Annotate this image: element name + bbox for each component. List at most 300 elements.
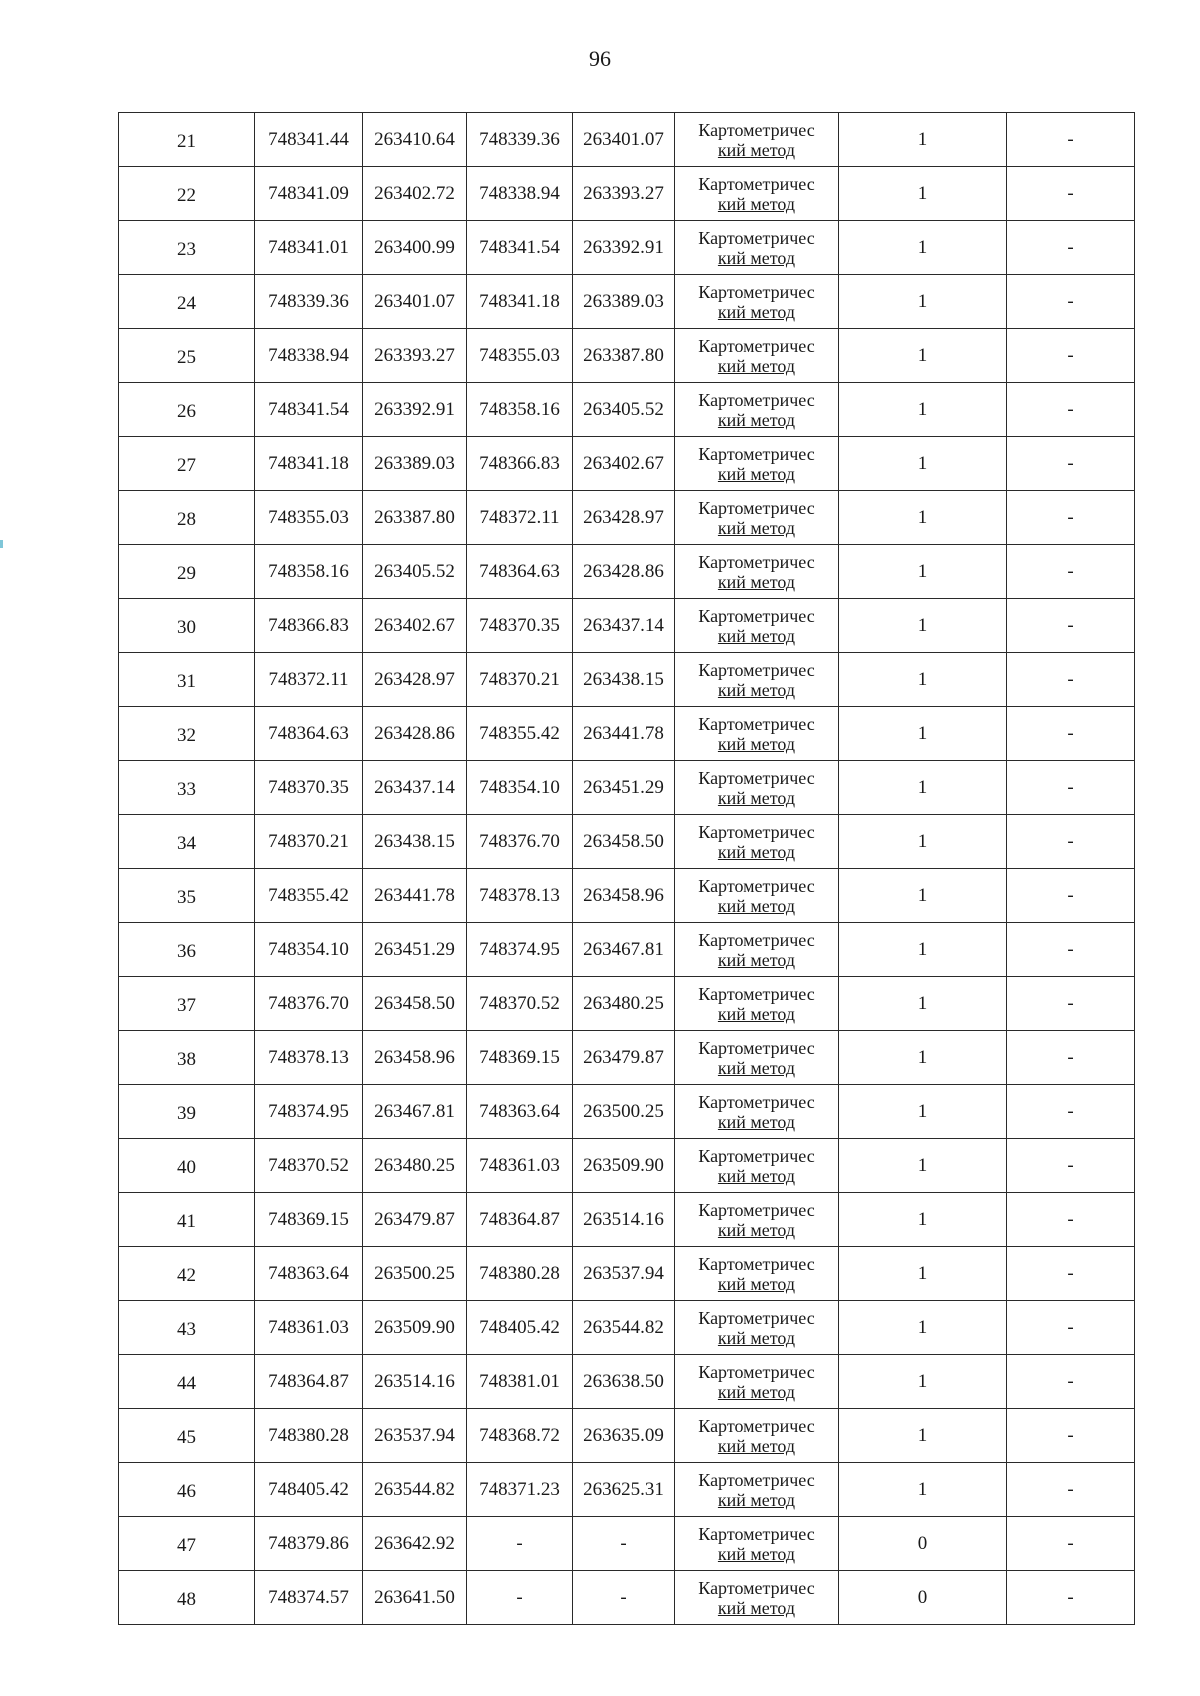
x-end-cell: 748355.42 bbox=[467, 707, 573, 761]
table-row bbox=[119, 1193, 1135, 1247]
x-start-cell: 748370.35 bbox=[255, 761, 363, 815]
accuracy-cell: 0 bbox=[839, 1571, 1007, 1625]
y-start-cell: 263410.64 bbox=[363, 113, 467, 167]
x-end-cell: 748374.95 bbox=[467, 923, 573, 977]
method-line-1: Картометричес bbox=[698, 1415, 815, 1436]
method-cell bbox=[675, 1463, 839, 1517]
note-cell: - bbox=[1007, 1301, 1135, 1355]
y-start-cell: 263544.82 bbox=[363, 1463, 467, 1517]
y-end-cell: 263467.81 bbox=[573, 923, 675, 977]
note-cell: - bbox=[1007, 923, 1135, 977]
y-start-cell: 263500.25 bbox=[363, 1247, 467, 1301]
x-end-cell: 748369.15 bbox=[467, 1031, 573, 1085]
y-start-cell: 263641.50 bbox=[363, 1571, 467, 1625]
y-end-cell: 263438.15 bbox=[573, 653, 675, 707]
x-end-cell: - bbox=[467, 1571, 573, 1625]
y-start-cell: 263537.94 bbox=[363, 1409, 467, 1463]
method-line-2: кий метод bbox=[717, 193, 796, 214]
x-end-cell: 748339.36 bbox=[467, 113, 573, 167]
x-start-cell: 748366.83 bbox=[255, 599, 363, 653]
method-cell bbox=[675, 1409, 839, 1463]
method-line-2: кий метод bbox=[717, 1489, 796, 1510]
x-end-cell: 748405.42 bbox=[467, 1301, 573, 1355]
table-row bbox=[119, 599, 1135, 653]
x-end-cell: 748363.64 bbox=[467, 1085, 573, 1139]
y-end-cell: 263514.16 bbox=[573, 1193, 675, 1247]
accuracy-cell: 1 bbox=[839, 1085, 1007, 1139]
method-line-1: Картометричес bbox=[698, 983, 815, 1004]
note-cell: - bbox=[1007, 275, 1135, 329]
table-row bbox=[119, 491, 1135, 545]
x-end-cell: 748354.10 bbox=[467, 761, 573, 815]
point-number-cell: 21 bbox=[119, 113, 255, 167]
y-start-cell: 263400.99 bbox=[363, 221, 467, 275]
method-line-1: Картометричес bbox=[698, 1523, 815, 1544]
x-start-cell: 748358.16 bbox=[255, 545, 363, 599]
accuracy-cell: 1 bbox=[839, 1031, 1007, 1085]
point-number-cell: 39 bbox=[119, 1085, 255, 1139]
method-cell bbox=[675, 275, 839, 329]
x-start-cell: 748355.03 bbox=[255, 491, 363, 545]
point-number-cell: 41 bbox=[119, 1193, 255, 1247]
x-end-cell: 748380.28 bbox=[467, 1247, 573, 1301]
accuracy-cell: 1 bbox=[839, 815, 1007, 869]
table-row bbox=[119, 275, 1135, 329]
y-end-cell: 263458.50 bbox=[573, 815, 675, 869]
method-line-2: кий метод bbox=[717, 355, 796, 376]
method-cell bbox=[675, 1193, 839, 1247]
method-cell bbox=[675, 383, 839, 437]
table-body bbox=[119, 113, 1135, 1625]
y-end-cell: - bbox=[573, 1571, 675, 1625]
accuracy-cell: 1 bbox=[839, 1247, 1007, 1301]
y-end-cell: 263392.91 bbox=[573, 221, 675, 275]
note-cell: - bbox=[1007, 1409, 1135, 1463]
y-start-cell: 263479.87 bbox=[363, 1193, 467, 1247]
method-line-2: кий метод bbox=[717, 301, 796, 322]
point-number-cell: 43 bbox=[119, 1301, 255, 1355]
method-cell bbox=[675, 707, 839, 761]
point-number-cell: 34 bbox=[119, 815, 255, 869]
method-line-1: Картометричес bbox=[698, 335, 815, 356]
x-start-cell: 748341.54 bbox=[255, 383, 363, 437]
accuracy-cell: 1 bbox=[839, 1193, 1007, 1247]
note-cell: - bbox=[1007, 1571, 1135, 1625]
method-cell bbox=[675, 977, 839, 1031]
y-end-cell: 263500.25 bbox=[573, 1085, 675, 1139]
method-line-2: кий метод bbox=[717, 409, 796, 430]
x-end-cell: 748364.87 bbox=[467, 1193, 573, 1247]
x-end-cell: 748358.16 bbox=[467, 383, 573, 437]
y-start-cell: 263437.14 bbox=[363, 761, 467, 815]
method-line-2: кий метод bbox=[717, 1543, 796, 1564]
table-row bbox=[119, 1031, 1135, 1085]
y-end-cell: 263389.03 bbox=[573, 275, 675, 329]
x-start-cell: 748405.42 bbox=[255, 1463, 363, 1517]
method-line-2: кий метод bbox=[717, 517, 796, 538]
accuracy-cell: 1 bbox=[839, 167, 1007, 221]
y-start-cell: 263458.96 bbox=[363, 1031, 467, 1085]
point-number-cell: 40 bbox=[119, 1139, 255, 1193]
y-start-cell: 263480.25 bbox=[363, 1139, 467, 1193]
method-line-1: Картометричес bbox=[698, 119, 815, 140]
point-number-cell: 23 bbox=[119, 221, 255, 275]
point-number-cell: 44 bbox=[119, 1355, 255, 1409]
accuracy-cell: 1 bbox=[839, 923, 1007, 977]
accuracy-cell: 1 bbox=[839, 383, 1007, 437]
y-start-cell: 263402.67 bbox=[363, 599, 467, 653]
accuracy-cell: 1 bbox=[839, 1463, 1007, 1517]
method-line-2: кий метод bbox=[717, 895, 796, 916]
method-cell bbox=[675, 1301, 839, 1355]
x-start-cell: 748380.28 bbox=[255, 1409, 363, 1463]
x-end-cell: 748370.52 bbox=[467, 977, 573, 1031]
method-line-2: кий метод bbox=[717, 787, 796, 808]
method-line-1: Картометричес bbox=[698, 1577, 815, 1598]
method-line-1: Картометричес bbox=[698, 497, 815, 518]
x-start-cell: 748354.10 bbox=[255, 923, 363, 977]
y-end-cell: 263393.27 bbox=[573, 167, 675, 221]
y-start-cell: 263401.07 bbox=[363, 275, 467, 329]
table-row bbox=[119, 545, 1135, 599]
point-number-cell: 35 bbox=[119, 869, 255, 923]
accuracy-cell: 1 bbox=[839, 653, 1007, 707]
accuracy-cell: 1 bbox=[839, 1355, 1007, 1409]
point-number-cell: 32 bbox=[119, 707, 255, 761]
x-start-cell: 748374.57 bbox=[255, 1571, 363, 1625]
note-cell: - bbox=[1007, 545, 1135, 599]
method-line-2: кий метод bbox=[717, 571, 796, 592]
x-end-cell: 748364.63 bbox=[467, 545, 573, 599]
x-start-cell: 748341.09 bbox=[255, 167, 363, 221]
accuracy-cell: 0 bbox=[839, 1517, 1007, 1571]
point-number-cell: 37 bbox=[119, 977, 255, 1031]
y-start-cell: 263458.50 bbox=[363, 977, 467, 1031]
table-row bbox=[119, 761, 1135, 815]
note-cell: - bbox=[1007, 707, 1135, 761]
note-cell: - bbox=[1007, 815, 1135, 869]
method-cell bbox=[675, 599, 839, 653]
point-number-cell: 31 bbox=[119, 653, 255, 707]
y-end-cell: 263441.78 bbox=[573, 707, 675, 761]
method-line-2: кий метод bbox=[717, 679, 796, 700]
method-cell bbox=[675, 1085, 839, 1139]
method-line-1: Картометричес bbox=[698, 1145, 815, 1166]
note-cell: - bbox=[1007, 1193, 1135, 1247]
x-end-cell: 748341.18 bbox=[467, 275, 573, 329]
note-cell: - bbox=[1007, 1085, 1135, 1139]
y-end-cell: 263625.31 bbox=[573, 1463, 675, 1517]
method-line-1: Картометричес bbox=[698, 1037, 815, 1058]
y-start-cell: 263405.52 bbox=[363, 545, 467, 599]
y-end-cell: 263480.25 bbox=[573, 977, 675, 1031]
y-start-cell: 263642.92 bbox=[363, 1517, 467, 1571]
table-row bbox=[119, 1355, 1135, 1409]
note-cell: - bbox=[1007, 113, 1135, 167]
method-cell bbox=[675, 869, 839, 923]
method-line-2: кий метод bbox=[717, 139, 796, 160]
method-line-2: кий метод bbox=[717, 1327, 796, 1348]
x-start-cell: 748341.44 bbox=[255, 113, 363, 167]
accuracy-cell: 1 bbox=[839, 545, 1007, 599]
table-row bbox=[119, 1517, 1135, 1571]
x-start-cell: 748338.94 bbox=[255, 329, 363, 383]
method-line-1: Картометричес bbox=[698, 281, 815, 302]
x-end-cell: 748372.11 bbox=[467, 491, 573, 545]
point-number-cell: 48 bbox=[119, 1571, 255, 1625]
x-start-cell: 748376.70 bbox=[255, 977, 363, 1031]
table-row bbox=[119, 1571, 1135, 1625]
method-line-1: Картометричес bbox=[698, 443, 815, 464]
point-number-cell: 42 bbox=[119, 1247, 255, 1301]
x-start-cell: 748379.86 bbox=[255, 1517, 363, 1571]
accuracy-cell: 1 bbox=[839, 869, 1007, 923]
table-row bbox=[119, 221, 1135, 275]
x-start-cell: 748370.52 bbox=[255, 1139, 363, 1193]
table-row bbox=[119, 113, 1135, 167]
y-end-cell: - bbox=[573, 1517, 675, 1571]
method-cell bbox=[675, 329, 839, 383]
method-line-2: кий метод bbox=[717, 1057, 796, 1078]
method-line-1: Картометричес bbox=[698, 659, 815, 680]
method-line-1: Картометричес bbox=[698, 551, 815, 572]
x-end-cell: 748355.03 bbox=[467, 329, 573, 383]
point-number-cell: 45 bbox=[119, 1409, 255, 1463]
point-number-cell: 33 bbox=[119, 761, 255, 815]
method-line-2: кий метод bbox=[717, 949, 796, 970]
accuracy-cell: 1 bbox=[839, 1139, 1007, 1193]
point-number-cell: 24 bbox=[119, 275, 255, 329]
table-row bbox=[119, 923, 1135, 977]
point-number-cell: 28 bbox=[119, 491, 255, 545]
method-line-2: кий метод bbox=[717, 1111, 796, 1132]
y-end-cell: 263537.94 bbox=[573, 1247, 675, 1301]
coordinates-table bbox=[118, 112, 1135, 1625]
method-line-2: кий метод bbox=[717, 1435, 796, 1456]
point-number-cell: 47 bbox=[119, 1517, 255, 1571]
y-start-cell: 263428.97 bbox=[363, 653, 467, 707]
method-cell bbox=[675, 1139, 839, 1193]
y-end-cell: 263479.87 bbox=[573, 1031, 675, 1085]
x-end-cell: 748341.54 bbox=[467, 221, 573, 275]
method-cell bbox=[675, 1571, 839, 1625]
table-row bbox=[119, 1085, 1135, 1139]
note-cell: - bbox=[1007, 1355, 1135, 1409]
x-start-cell: 748363.64 bbox=[255, 1247, 363, 1301]
y-end-cell: 263451.29 bbox=[573, 761, 675, 815]
x-end-cell: 748338.94 bbox=[467, 167, 573, 221]
accuracy-cell: 1 bbox=[839, 599, 1007, 653]
method-line-2: кий метод bbox=[717, 247, 796, 268]
method-cell bbox=[675, 815, 839, 869]
table-row bbox=[119, 1463, 1135, 1517]
method-cell bbox=[675, 545, 839, 599]
note-cell: - bbox=[1007, 1247, 1135, 1301]
y-end-cell: 263428.97 bbox=[573, 491, 675, 545]
method-line-1: Картометричес bbox=[698, 1469, 815, 1490]
accuracy-cell: 1 bbox=[839, 437, 1007, 491]
x-start-cell: 748374.95 bbox=[255, 1085, 363, 1139]
x-start-cell: 748378.13 bbox=[255, 1031, 363, 1085]
method-cell bbox=[675, 1355, 839, 1409]
x-end-cell: 748366.83 bbox=[467, 437, 573, 491]
method-line-2: кий метод bbox=[717, 1597, 796, 1618]
table-row bbox=[119, 977, 1135, 1031]
scan-mark bbox=[0, 540, 3, 548]
table-row bbox=[119, 437, 1135, 491]
note-cell: - bbox=[1007, 491, 1135, 545]
accuracy-cell: 1 bbox=[839, 707, 1007, 761]
note-cell: - bbox=[1007, 977, 1135, 1031]
table-row bbox=[119, 707, 1135, 761]
method-line-1: Картометричес bbox=[698, 713, 815, 734]
x-end-cell: 748378.13 bbox=[467, 869, 573, 923]
y-end-cell: 263509.90 bbox=[573, 1139, 675, 1193]
point-number-cell: 30 bbox=[119, 599, 255, 653]
note-cell: - bbox=[1007, 437, 1135, 491]
table-row bbox=[119, 329, 1135, 383]
table-row bbox=[119, 167, 1135, 221]
table-row bbox=[119, 653, 1135, 707]
note-cell: - bbox=[1007, 653, 1135, 707]
y-start-cell: 263509.90 bbox=[363, 1301, 467, 1355]
method-line-1: Картометричес bbox=[698, 767, 815, 788]
method-cell bbox=[675, 1517, 839, 1571]
point-number-cell: 38 bbox=[119, 1031, 255, 1085]
point-number-cell: 36 bbox=[119, 923, 255, 977]
table-row bbox=[119, 1409, 1135, 1463]
x-start-cell: 748364.87 bbox=[255, 1355, 363, 1409]
method-line-1: Картометричес bbox=[698, 227, 815, 248]
method-cell bbox=[675, 653, 839, 707]
x-end-cell: 748370.35 bbox=[467, 599, 573, 653]
note-cell: - bbox=[1007, 869, 1135, 923]
y-end-cell: 263428.86 bbox=[573, 545, 675, 599]
method-line-1: Картометричес bbox=[698, 821, 815, 842]
x-start-cell: 748355.42 bbox=[255, 869, 363, 923]
note-cell: - bbox=[1007, 383, 1135, 437]
table-row bbox=[119, 1139, 1135, 1193]
accuracy-cell: 1 bbox=[839, 1409, 1007, 1463]
method-line-2: кий метод bbox=[717, 1381, 796, 1402]
note-cell: - bbox=[1007, 761, 1135, 815]
accuracy-cell: 1 bbox=[839, 1301, 1007, 1355]
x-start-cell: 748370.21 bbox=[255, 815, 363, 869]
method-line-1: Картометричес bbox=[698, 605, 815, 626]
x-end-cell: 748376.70 bbox=[467, 815, 573, 869]
accuracy-cell: 1 bbox=[839, 977, 1007, 1031]
method-cell bbox=[675, 221, 839, 275]
note-cell: - bbox=[1007, 167, 1135, 221]
y-end-cell: 263458.96 bbox=[573, 869, 675, 923]
y-start-cell: 263389.03 bbox=[363, 437, 467, 491]
point-number-cell: 25 bbox=[119, 329, 255, 383]
method-line-1: Картометричес bbox=[698, 1361, 815, 1382]
point-number-cell: 26 bbox=[119, 383, 255, 437]
table-row bbox=[119, 815, 1135, 869]
method-cell bbox=[675, 491, 839, 545]
y-start-cell: 263393.27 bbox=[363, 329, 467, 383]
note-cell: - bbox=[1007, 599, 1135, 653]
x-end-cell: 748370.21 bbox=[467, 653, 573, 707]
point-number-cell: 46 bbox=[119, 1463, 255, 1517]
x-start-cell: 748372.11 bbox=[255, 653, 363, 707]
accuracy-cell: 1 bbox=[839, 113, 1007, 167]
x-start-cell: 748339.36 bbox=[255, 275, 363, 329]
x-end-cell: - bbox=[467, 1517, 573, 1571]
y-start-cell: 263402.72 bbox=[363, 167, 467, 221]
note-cell: - bbox=[1007, 1517, 1135, 1571]
x-start-cell: 748369.15 bbox=[255, 1193, 363, 1247]
method-line-1: Картометричес bbox=[698, 1091, 815, 1112]
x-end-cell: 748371.23 bbox=[467, 1463, 573, 1517]
accuracy-cell: 1 bbox=[839, 491, 1007, 545]
method-line-2: кий метод bbox=[717, 733, 796, 754]
point-number-cell: 22 bbox=[119, 167, 255, 221]
y-end-cell: 263437.14 bbox=[573, 599, 675, 653]
y-end-cell: 263401.07 bbox=[573, 113, 675, 167]
method-line-1: Картометричес bbox=[698, 929, 815, 950]
y-start-cell: 263392.91 bbox=[363, 383, 467, 437]
y-start-cell: 263441.78 bbox=[363, 869, 467, 923]
method-line-2: кий метод bbox=[717, 1273, 796, 1294]
accuracy-cell: 1 bbox=[839, 275, 1007, 329]
method-cell bbox=[675, 437, 839, 491]
y-end-cell: 263638.50 bbox=[573, 1355, 675, 1409]
method-line-2: кий метод bbox=[717, 1165, 796, 1186]
accuracy-cell: 1 bbox=[839, 221, 1007, 275]
method-line-2: кий метод bbox=[717, 1003, 796, 1024]
method-line-2: кий метод bbox=[717, 1219, 796, 1240]
method-line-2: кий метод bbox=[717, 625, 796, 646]
y-end-cell: 263544.82 bbox=[573, 1301, 675, 1355]
x-start-cell: 748361.03 bbox=[255, 1301, 363, 1355]
y-end-cell: 263402.67 bbox=[573, 437, 675, 491]
note-cell: - bbox=[1007, 1031, 1135, 1085]
note-cell: - bbox=[1007, 329, 1135, 383]
x-end-cell: 748361.03 bbox=[467, 1139, 573, 1193]
y-start-cell: 263438.15 bbox=[363, 815, 467, 869]
accuracy-cell: 1 bbox=[839, 761, 1007, 815]
method-line-2: кий метод bbox=[717, 463, 796, 484]
y-start-cell: 263387.80 bbox=[363, 491, 467, 545]
y-end-cell: 263387.80 bbox=[573, 329, 675, 383]
x-start-cell: 748341.18 bbox=[255, 437, 363, 491]
method-cell bbox=[675, 761, 839, 815]
method-cell bbox=[675, 1031, 839, 1085]
method-line-1: Картометричес bbox=[698, 1307, 815, 1328]
x-start-cell: 748341.01 bbox=[255, 221, 363, 275]
table-row bbox=[119, 1247, 1135, 1301]
point-number-cell: 29 bbox=[119, 545, 255, 599]
y-start-cell: 263514.16 bbox=[363, 1355, 467, 1409]
y-end-cell: 263635.09 bbox=[573, 1409, 675, 1463]
page-number: 96 bbox=[589, 46, 611, 71]
note-cell: - bbox=[1007, 1463, 1135, 1517]
method-cell bbox=[675, 167, 839, 221]
method-line-1: Картометричес bbox=[698, 875, 815, 896]
method-cell bbox=[675, 1247, 839, 1301]
method-cell bbox=[675, 923, 839, 977]
method-line-1: Картометричес bbox=[698, 389, 815, 410]
x-end-cell: 748381.01 bbox=[467, 1355, 573, 1409]
y-start-cell: 263451.29 bbox=[363, 923, 467, 977]
accuracy-cell: 1 bbox=[839, 329, 1007, 383]
table-row bbox=[119, 383, 1135, 437]
table-row bbox=[119, 1301, 1135, 1355]
note-cell: - bbox=[1007, 221, 1135, 275]
y-start-cell: 263467.81 bbox=[363, 1085, 467, 1139]
